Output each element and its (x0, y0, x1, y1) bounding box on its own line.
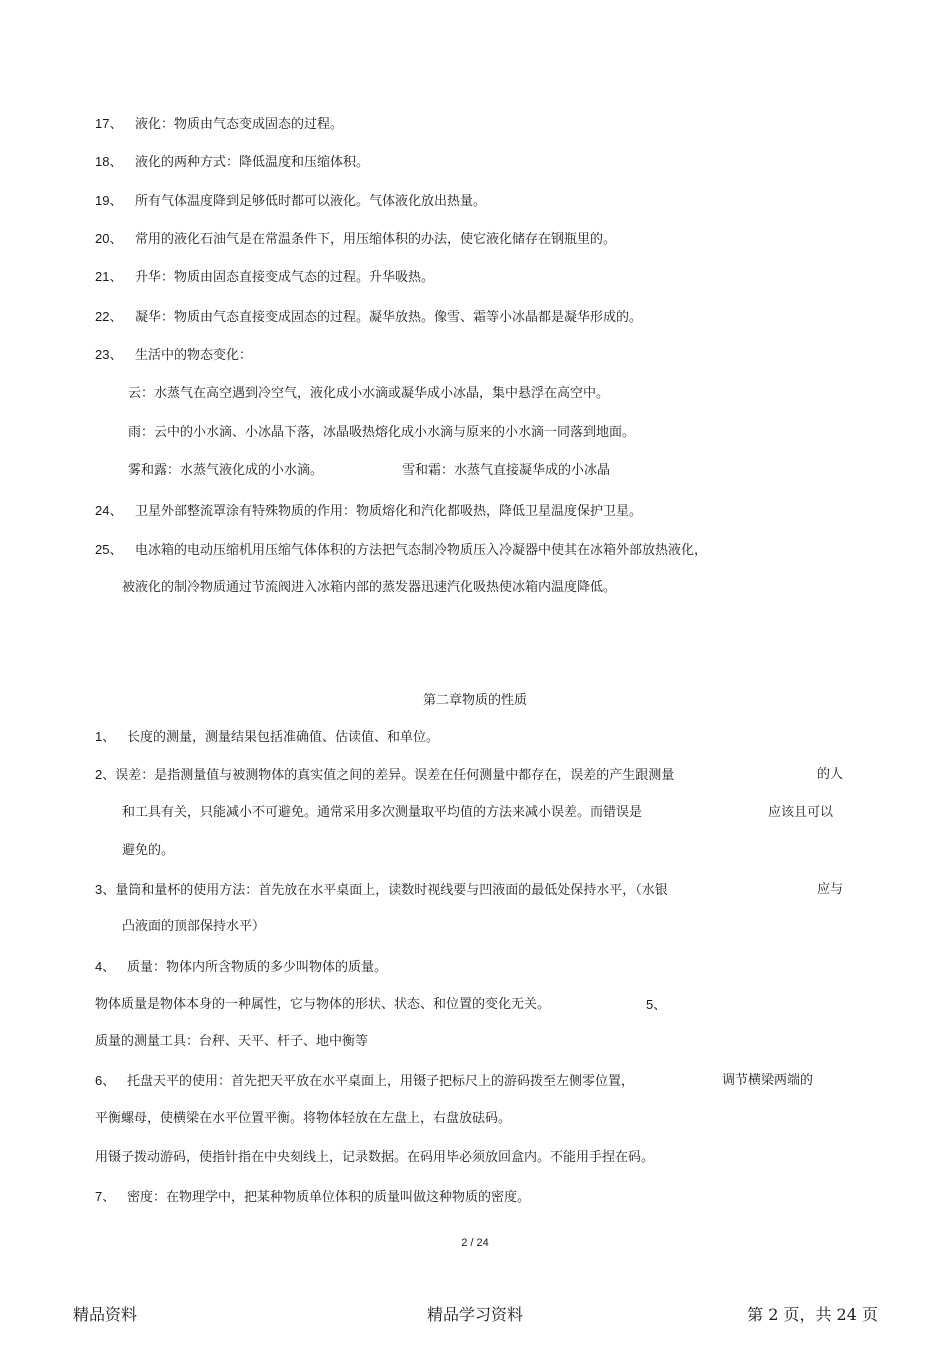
item-number: 7、 (95, 1189, 116, 1204)
item-number: 18、 (95, 154, 123, 169)
item-number: 20、 (95, 231, 123, 246)
sub-item-cloud: 云：水蒸气在高空遇到冷空气，液化成小水滴或凝华成小冰晶，集中悬浮在高空中。 (128, 386, 610, 401)
item-number: 17、 (95, 116, 123, 131)
item-text: 生活中的物态变化： (135, 348, 253, 363)
item-number: 5、 (646, 997, 667, 1012)
item-text: 托盘天平的使用：首先把天平放在水平桌面上，用镊子把标尺上的游码拨至左侧零位置， (127, 1074, 635, 1089)
item-number: 4、 (95, 959, 116, 974)
item-text: 卫星外部整流罩涂有特殊物质的作用：物质熔化和汽化都吸热，降低卫星温度保护卫星。 (135, 504, 643, 519)
item-text: 常用的液化石油气是在常温条件下，用压缩体积的办法，使它液化储存在钢瓶里的。 (135, 232, 617, 247)
item-text: 液化的两种方式：降低温度和压缩体积。 (135, 155, 370, 170)
list-item (95, 115, 343, 134)
item-continuation: 和工具有关，只能减小不可避免。通常采用多次测量取平均值的方法来减小误差。而错误是 (122, 805, 643, 820)
item-number: 1、 (95, 729, 116, 744)
item-text-tail: 的人 (817, 767, 844, 782)
item-text: 量筒和量杯的使用方法：首先放在水平桌面上，读数时视线要与凹液面的最低处保持水平，（水银 (115, 883, 668, 898)
list-item (95, 192, 486, 211)
list-item (95, 502, 642, 521)
item-text: 质量：物体内所含物质的多少叫物体的质量。 (127, 960, 388, 975)
item-text: 所有气体温度降到足够低时都可以液化。气体液化放出热量。 (135, 194, 487, 209)
item-continuation: 凸液面的顶部保持水平） (122, 919, 266, 934)
item-text-tail: 调节横梁两端的 (722, 1073, 814, 1088)
list-item (95, 1072, 634, 1091)
chapter-title: 第二章物质的性质 (422, 693, 527, 708)
footer-right: 第 2 页，共 24 页 (747, 1305, 878, 1324)
list-item (95, 153, 369, 172)
item-number: 21、 (95, 269, 123, 284)
item-text-tail: 应与 (817, 882, 844, 897)
list-item (95, 728, 439, 747)
item-number: 25、 (95, 542, 123, 557)
paragraph-line: 质量的测量工具：台秤、天平、杆子、地中衡等 (95, 1034, 369, 1049)
list-item (95, 541, 707, 560)
list-item (95, 230, 616, 249)
item-text: 升华：物质由固态直接变成气态的过程。升华吸热。 (135, 270, 435, 285)
list-item (95, 766, 674, 785)
list-item (95, 881, 668, 900)
sub-item-rain: 雨：云中的小水滴、小冰晶下落，冰晶吸热熔化成小水滴与原来的小水滴一同落到地面。 (128, 425, 636, 440)
item-text: 长度的测量，测量结果包括准确值、估读值、和单位。 (127, 730, 440, 745)
item-number: 2、 (95, 767, 116, 782)
list-item (95, 268, 434, 287)
item-text: 密度：在物理学中，把某种物质单位体积的质量叫做这种物质的密度。 (127, 1190, 531, 1205)
footer-left: 精品资料 (73, 1305, 138, 1324)
item-number: 6、 (95, 1073, 116, 1088)
item-number: 24、 (95, 503, 123, 518)
item-text-tail: 应该且可以 (768, 805, 834, 820)
item-continuation: 用镊子拨动游码，使指针指在中央刻线上，记录数据。在码用毕必须放回盒内。不能用手捏在码。 (95, 1150, 655, 1165)
list-item (95, 346, 252, 365)
paragraph-line: 物体质量是物体本身的一种属性，它与物体的形状、状态、和位置的变化无关。 (95, 997, 551, 1012)
sub-item-fog: 雾和露：水蒸气液化成的小水滴。 (128, 463, 324, 478)
item-text: 液化：物质由气态变成固态的过程。 (135, 117, 344, 132)
item-continuation: 被液化的制冷物质通过节流阀进入冰箱内部的蒸发器迅速汽化吸热使冰箱内温度降低。 (122, 580, 617, 595)
item-number: 22、 (95, 309, 123, 324)
sub-item-snow: 雪和霜：水蒸气直接凝华成的小冰晶 (402, 463, 611, 478)
footer-center: 精品学习资料 (426, 1305, 523, 1324)
item-number: 19、 (95, 193, 123, 208)
list-item (95, 958, 387, 977)
list-item (95, 1188, 530, 1207)
item-number: 3、 (95, 882, 116, 897)
item-text: 电冰箱的电动压缩机用压缩气体体积的方法把气态制冷物质压入冷凝器中使其在冰箱外部放热液化， (135, 543, 708, 558)
page-number: 2 / 24 (461, 1237, 489, 1249)
item-text: 误差：是指测量值与被测物体的真实值之间的差异。误差在任何测量中都存在，误差的产生跟测量 (115, 768, 675, 783)
list-item (95, 308, 642, 327)
item-text: 凝华：物质由气态直接变成固态的过程。凝华放热。像雪、霜等小冰晶都是凝华形成的。 (135, 310, 643, 325)
item-number: 23、 (95, 347, 123, 362)
item-continuation: 平衡螺母，使横梁在水平位置平衡。将物体轻放在左盘上，右盘放砝码。 (95, 1111, 512, 1126)
item-continuation: 避免的。 (122, 843, 175, 858)
